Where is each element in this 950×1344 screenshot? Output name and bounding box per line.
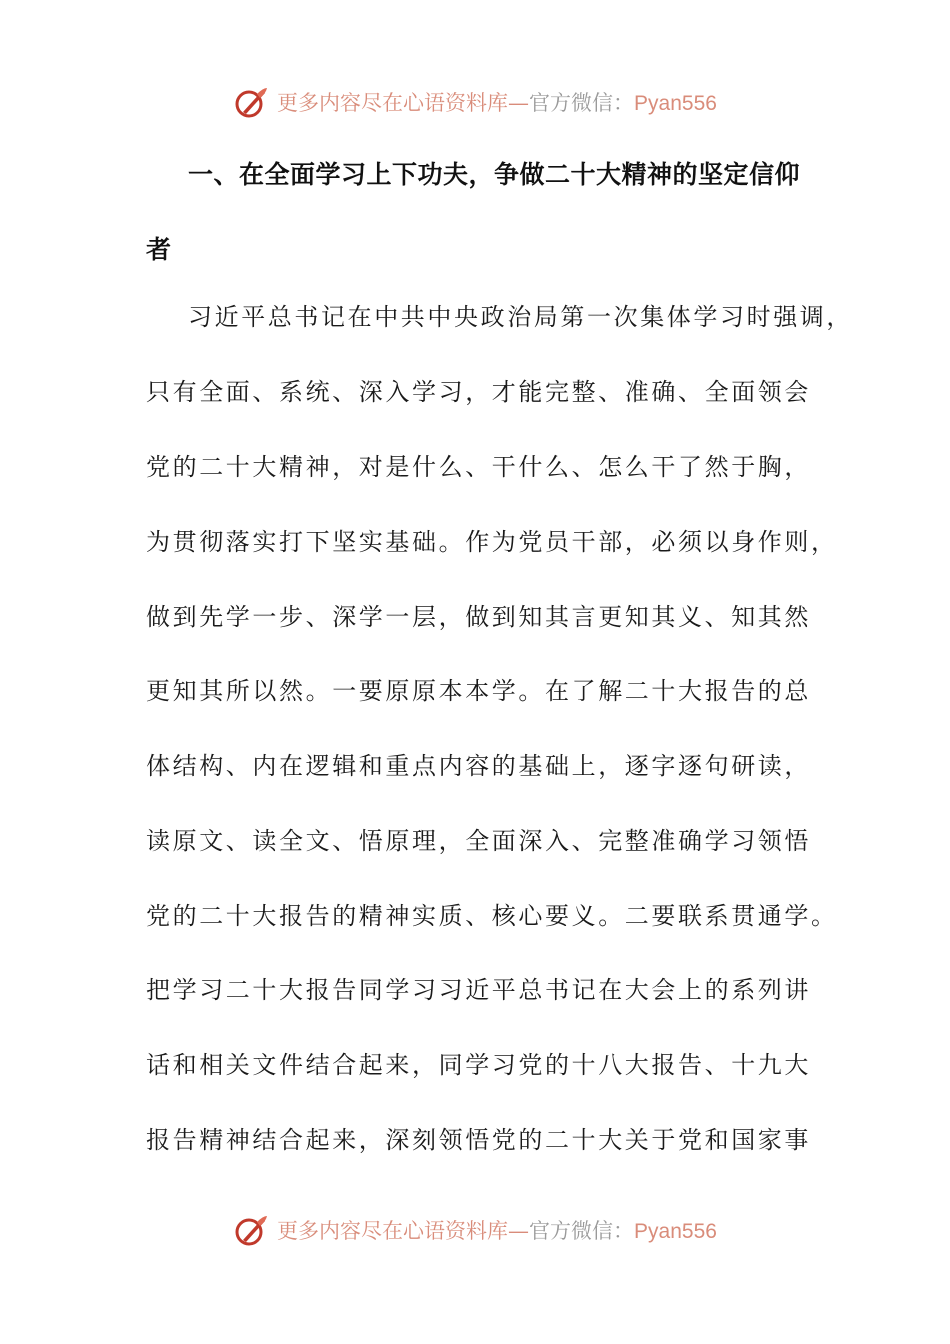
quill-logo-icon bbox=[233, 1212, 269, 1248]
banner-text bbox=[277, 1215, 717, 1245]
paragraph-line: 党的二十大报告的精神实质、核心要义。二要联系贯通学。 bbox=[146, 902, 838, 930]
banner-wechat-label: 官方微信： bbox=[529, 1219, 635, 1243]
header-banner bbox=[0, 82, 950, 122]
section-heading-line-2: 者 bbox=[146, 235, 172, 264]
paragraph-line: 习近平总书记在中共中央政治局第一次集体学习时强调， bbox=[188, 303, 853, 331]
footer-banner bbox=[0, 1210, 950, 1250]
paragraph-line: 做到先学一步、深学一层，做到知其言更知其义、知其然 bbox=[146, 603, 811, 631]
banner-text bbox=[277, 87, 717, 117]
paragraph-line: 更知其所以然。一要原原本本学。在了解二十大报告的总 bbox=[146, 677, 811, 705]
paragraph-line: 报告精神结合起来，深刻领悟党的二十大关于党和国家事 bbox=[146, 1126, 811, 1154]
banner-wechat-label: 官方微信： bbox=[529, 91, 635, 115]
banner-slogan: 更多内容尽在心语资料库— bbox=[277, 1219, 530, 1243]
paragraph-line: 读原文、读全文、悟原理，全面深入、完整准确学习领悟 bbox=[146, 827, 811, 855]
paragraph-line: 话和相关文件结合起来，同学习党的十八大报告、十九大 bbox=[146, 1051, 811, 1079]
quill-logo-icon bbox=[233, 84, 269, 120]
section-heading-line-1: 一、在全面学习上下功夫，争做二十大精神的坚定信仰 bbox=[188, 160, 801, 189]
paragraph-line: 只有全面、系统、深入学习，才能完整、准确、全面领会 bbox=[146, 378, 811, 406]
banner-wechat-id: Pyan556 bbox=[634, 92, 717, 115]
banner-wechat-id: Pyan556 bbox=[634, 1220, 717, 1243]
banner-slogan: 更多内容尽在心语资料库— bbox=[277, 91, 530, 115]
paragraph-line: 为贯彻落实打下坚实基础。作为党员干部，必须以身作则， bbox=[146, 528, 838, 556]
paragraph-line: 体结构、内在逻辑和重点内容的基础上，逐字逐句研读， bbox=[146, 752, 811, 780]
paragraph-line: 党的二十大精神，对是什么、干什么、怎么干了然于胸， bbox=[146, 453, 811, 481]
paragraph-line: 把学习二十大报告同学习习近平总书记在大会上的系列讲 bbox=[146, 976, 811, 1004]
